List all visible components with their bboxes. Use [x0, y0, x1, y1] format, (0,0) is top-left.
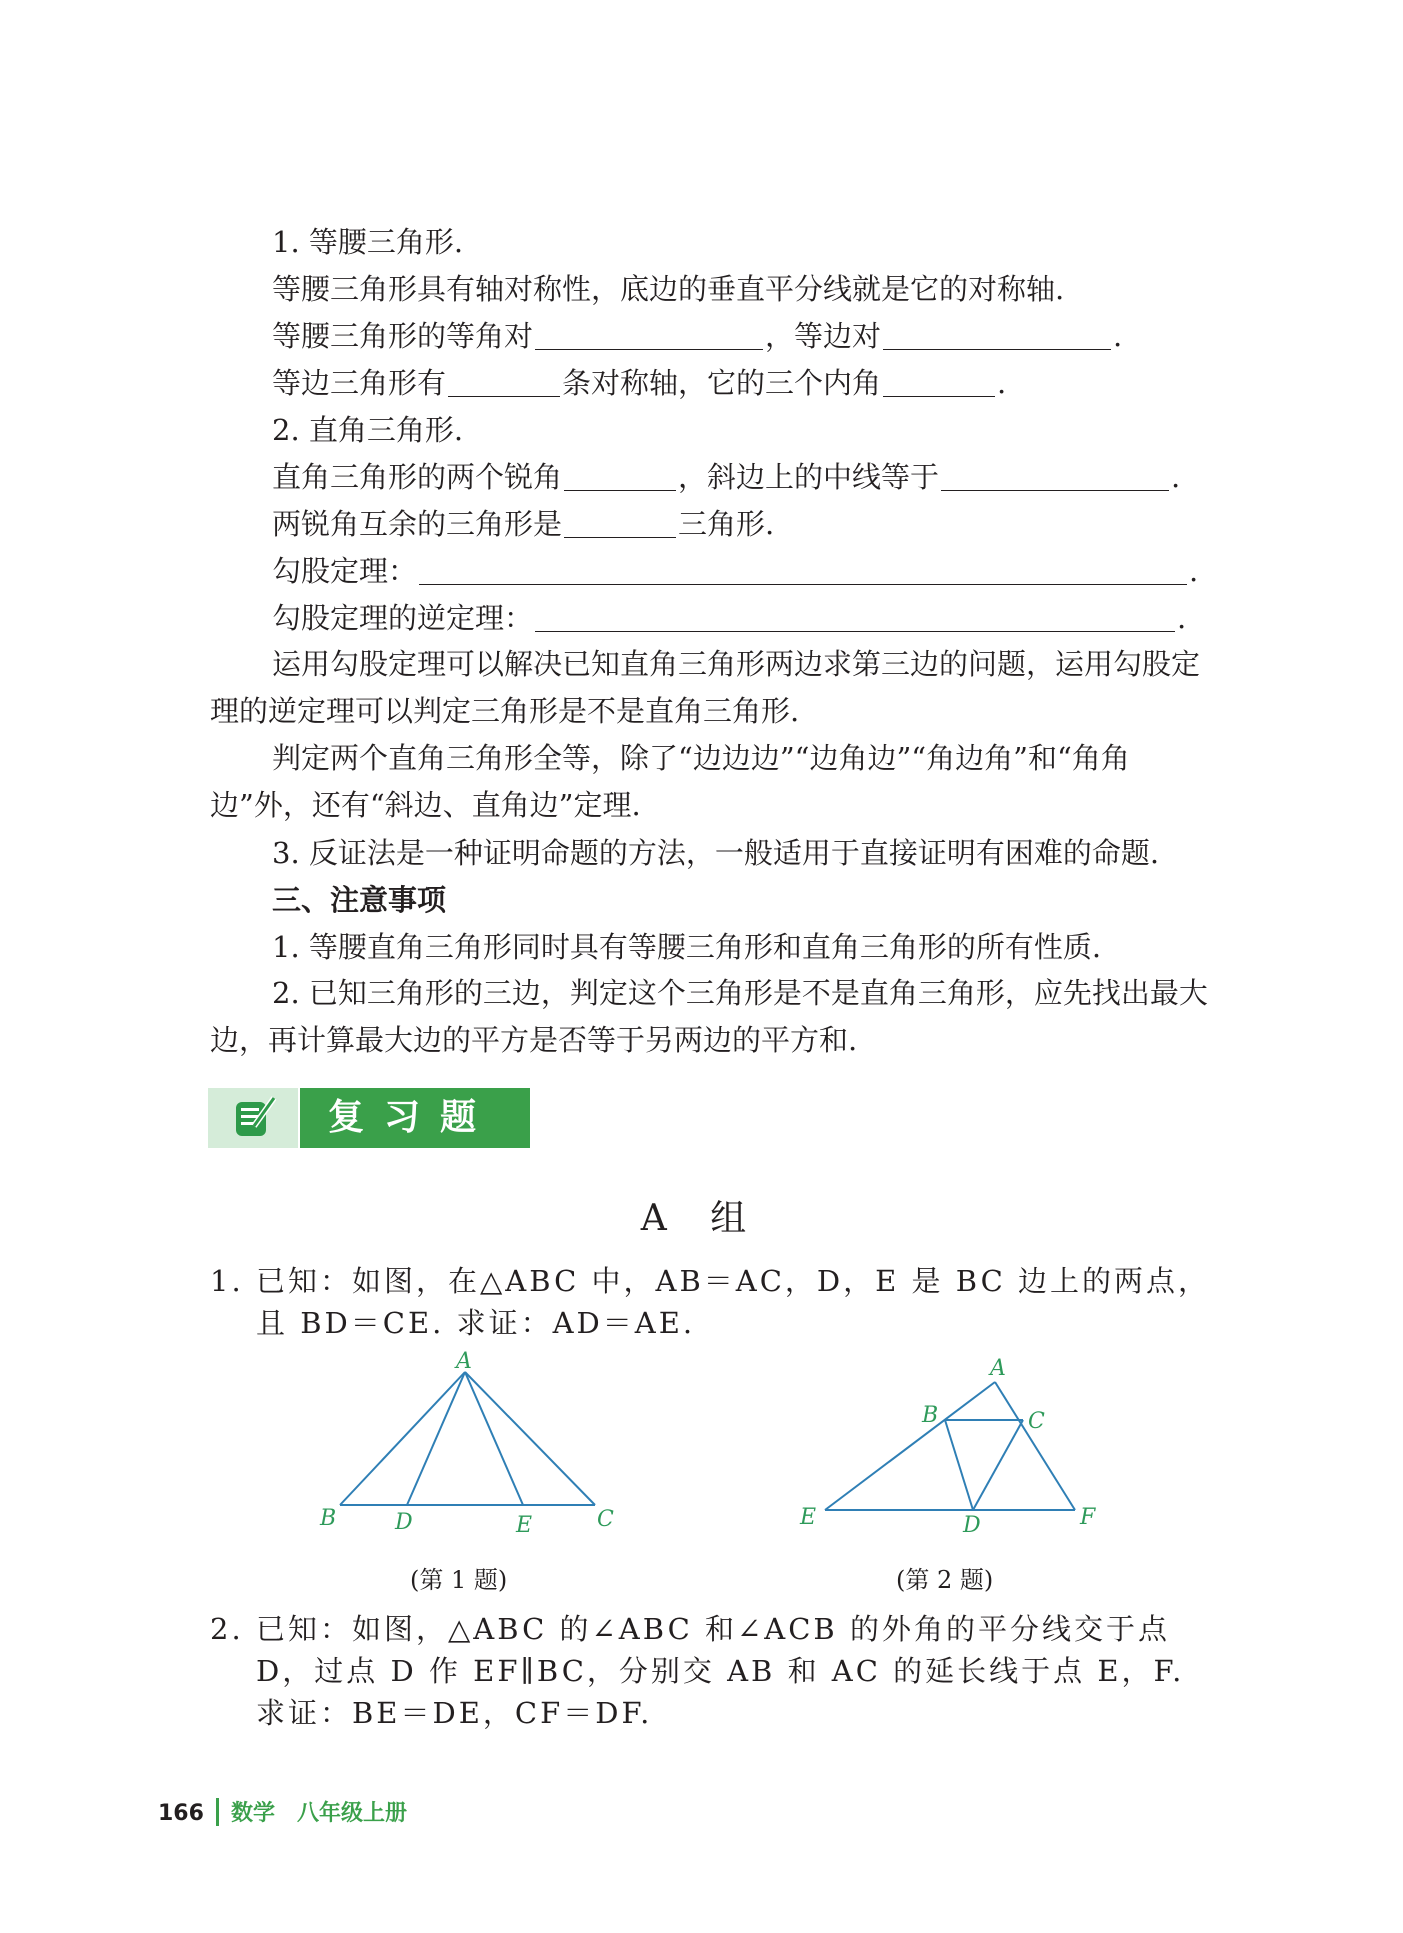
s1-line-2a: 等腰三角形的等角对: [272, 319, 534, 353]
s2-line-2b: 三角形.: [678, 507, 775, 541]
s1-line-3: [272, 363, 1272, 403]
period: .: [997, 366, 1007, 400]
blank: [941, 460, 1169, 491]
footer-divider: [216, 1798, 219, 1826]
notes-heading: 三、注意事项: [272, 883, 447, 917]
s1-line-3b: 条对称轴，它的三个内角: [562, 366, 882, 400]
s1-line-3a: 等边三角形有: [272, 366, 447, 400]
blank: [535, 601, 1175, 632]
period: .: [1189, 554, 1199, 588]
period: .: [1113, 319, 1123, 353]
review-label: 复习题: [300, 1088, 530, 1148]
label-C: C: [597, 1507, 614, 1532]
section-3: 3. 反证法是一种证明命题的方法，一般适用于直接证明有困难的命题.: [272, 836, 1160, 870]
section-1-title: 1. 等腰三角形.: [272, 225, 464, 259]
note-2: [210, 970, 1210, 1064]
note-1: 1. 等腰直角三角形同时具有等腰三角形和直角三角形的所有性质.: [272, 930, 1102, 964]
blank: [564, 507, 676, 538]
s2-line-4-label: 勾股定理的逆定理：: [272, 601, 534, 635]
figure-1-caption: (第 1 题): [410, 1566, 508, 1594]
s1-line-2: [272, 316, 1272, 356]
notebook-pencil-icon: [208, 1088, 298, 1148]
review-banner: [208, 1088, 530, 1148]
s2-line-4: [272, 598, 1272, 638]
label-D: D: [963, 1513, 981, 1538]
s2-line-3: [272, 551, 1272, 591]
s2-line-1: [272, 457, 1272, 497]
book-title: 数学 八年级上册: [230, 1801, 407, 1826]
blank: [419, 554, 1187, 585]
label-A: A: [990, 1356, 1006, 1381]
figure-2: [790, 1350, 1120, 1540]
label-F: F: [1080, 1505, 1096, 1530]
period: .: [1171, 460, 1181, 494]
question-2: [210, 1608, 1210, 1734]
s1-line-2b: ，等边对: [765, 319, 882, 353]
question-1: [210, 1260, 1210, 1344]
s2-line-2: [272, 504, 1272, 544]
paragraph-2: [210, 735, 1210, 829]
s2-line-1a: 直角三角形的两个锐角: [272, 460, 563, 494]
question-number: 2.: [210, 1612, 244, 1646]
label-C: C: [1028, 1409, 1045, 1434]
s2-line-1b: ，斜边上的中线等于: [678, 460, 940, 494]
period: .: [1177, 601, 1187, 635]
s2-line-2a: 两锐角互余的三角形是: [272, 507, 563, 541]
blank: [883, 319, 1111, 350]
paragraph-1-text: 运用勾股定理可以解决已知直角三角形两边求第三边的问题，运用勾股定理的逆定理可以判定三角形是不是直角三角形.: [210, 647, 1201, 728]
paragraph-2-text: 判定两个直角三角形全等，除了“边边边”“边角边”“角边角”和“角角边”外，还有“斜边、直角边”定理.: [210, 741, 1130, 822]
page-footer: [158, 1796, 407, 1827]
blank: [883, 366, 995, 397]
blank: [448, 366, 560, 397]
label-E: E: [516, 1513, 533, 1538]
note-2-text: 2. 已知三角形的三边，判定这个三角形是不是直角三角形，应先找出最大边，再计算最大边的平方是否等于另两边的平方和.: [210, 976, 1208, 1057]
label-E: E: [800, 1505, 817, 1530]
figure-2-caption: (第 2 题): [896, 1566, 994, 1594]
figure-1: [310, 1350, 630, 1540]
label-B: B: [320, 1506, 337, 1531]
question-number: 1.: [210, 1264, 244, 1298]
blank: [535, 319, 763, 350]
paragraph-1: [210, 641, 1210, 735]
question-text: 已知：如图，△ABC 的∠ABC 和∠ACB 的外角的平分线交于点 D，过点 D 作 EF∥BC，分别交 AB 和 AC 的延长线于点 E，F. 求证：BE＝DE，CF＝DF.: [256, 1612, 1185, 1730]
label-D: D: [395, 1510, 413, 1535]
exercise-icon-box: [208, 1088, 298, 1148]
section-2-title: 2. 直角三角形.: [272, 413, 464, 447]
label-B: B: [922, 1403, 939, 1428]
page-number: 166: [158, 1801, 204, 1826]
s1-line-1: 等腰三角形具有轴对称性，底边的垂直平分线就是它的对称轴.: [272, 272, 1065, 306]
s2-line-3-label: 勾股定理：: [272, 554, 418, 588]
label-A: A: [456, 1350, 472, 1374]
blank: [564, 460, 676, 491]
group-title: A 组: [640, 1198, 763, 1239]
question-text: 已知：如图，在△ABC 中，AB＝AC，D，E 是 BC 边上的两点，且 BD＝CE. 求证：AD＝AE.: [256, 1264, 1211, 1340]
